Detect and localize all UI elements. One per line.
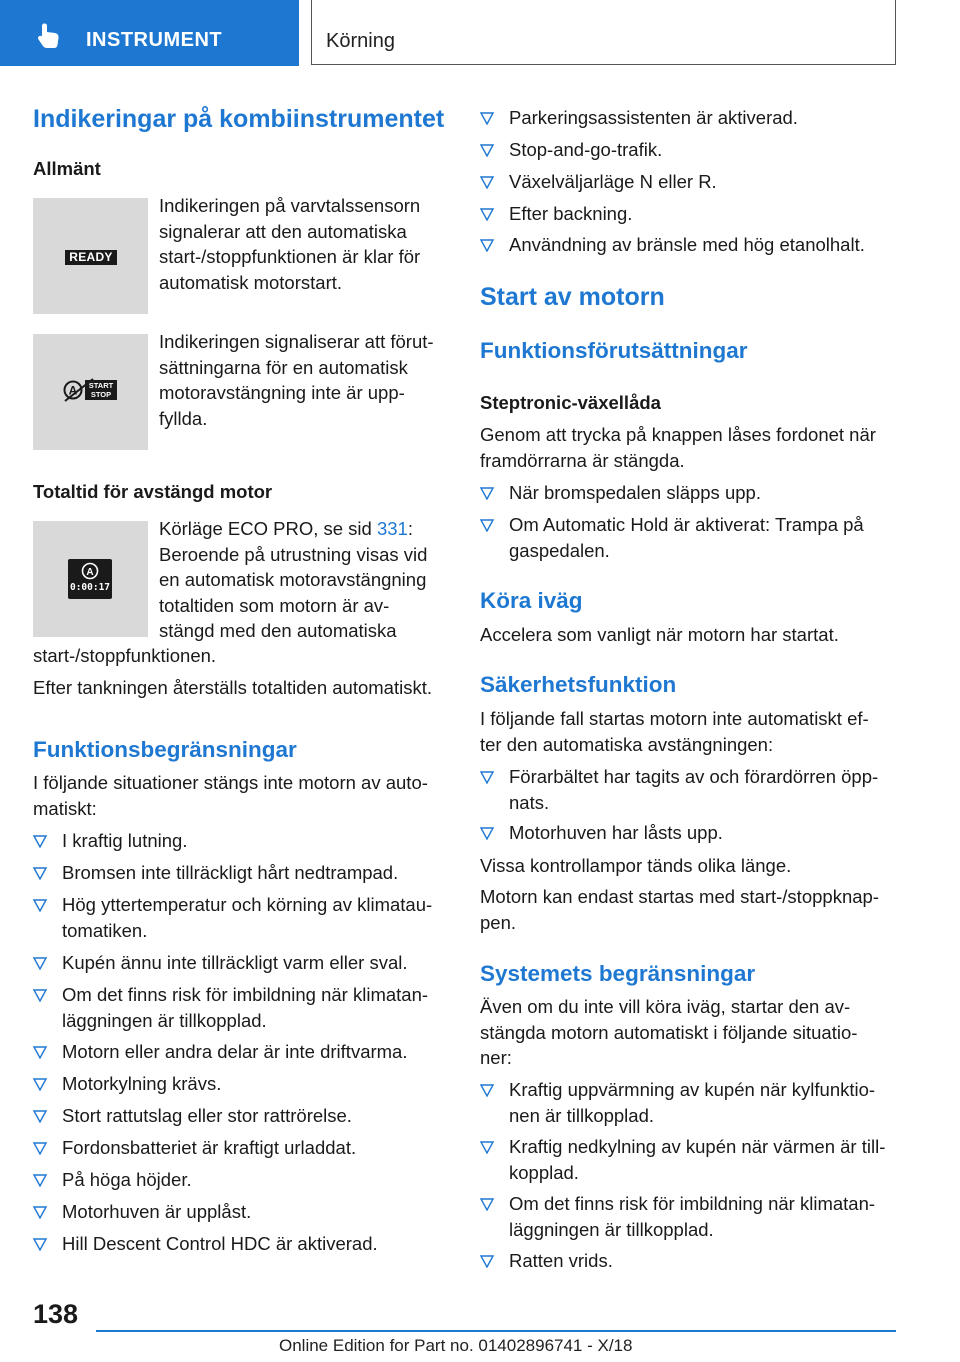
triangle-bullet-icon xyxy=(33,867,47,880)
svg-text:A: A xyxy=(86,567,94,578)
text-line xyxy=(159,516,427,542)
list-item-text: I kraftig lutning. xyxy=(62,830,188,851)
auto-start-stop-icon xyxy=(81,562,99,580)
text-line: stängda motorn automatiskt i följande situatio- xyxy=(480,1021,858,1043)
section-tab[interactable] xyxy=(0,0,299,66)
triangle-bullet-icon xyxy=(480,112,494,125)
stop-label: STOP xyxy=(90,390,112,399)
triangle-bullet-icon xyxy=(480,1198,494,1211)
text-line: Indikeringen signaliserar att förut- xyxy=(159,331,434,352)
triangle-bullet-icon xyxy=(480,487,494,500)
text-line: tomatiken. xyxy=(62,919,148,941)
text-line: Om det finns risk för imbildning när klimatan- xyxy=(509,1193,876,1214)
list-item-text: Motorkylning krävs. xyxy=(62,1073,222,1094)
heading-funktionsforutsattningar: Funktionsförutsättningar xyxy=(480,338,748,363)
triangle-bullet-icon xyxy=(480,827,494,840)
text-line: läggningen är tillkopplad. xyxy=(509,1218,714,1240)
pointing-hand-icon xyxy=(36,22,64,50)
list-item-text: Motorn eller andra delar är inte driftvarma. xyxy=(62,1041,408,1062)
text-line: gaspedalen. xyxy=(509,539,610,561)
triangle-bullet-icon xyxy=(480,144,494,157)
triangle-bullet-icon xyxy=(480,1084,494,1097)
triangle-bullet-icon xyxy=(480,1141,494,1154)
triangle-bullet-icon xyxy=(33,1142,47,1155)
page-number: 138 xyxy=(33,1299,79,1329)
triangle-bullet-icon xyxy=(33,835,47,848)
text-line: Beroende på utrustning visas vid xyxy=(159,543,428,565)
heading-steptronic: Steptronic-växellåda xyxy=(480,392,661,413)
text-line: Motorn kan endast startas med start-/stoppknap- xyxy=(480,886,879,907)
text-line: Genom att trycka på knappen låses fordonet när xyxy=(480,424,876,445)
heading-kora-ivag: Köra iväg xyxy=(480,588,583,613)
list-item-text: Efter backning. xyxy=(509,203,633,224)
triangle-bullet-icon xyxy=(480,1255,494,1268)
text-line: nats. xyxy=(509,791,550,813)
list-item-text xyxy=(62,982,428,1033)
start-stop-indicator-image xyxy=(33,334,148,450)
list-item-text: Stort rattutslag eller stor rattrörelse. xyxy=(62,1105,352,1126)
text-line: en automatisk motoravstängning xyxy=(159,569,427,590)
triangle-bullet-icon xyxy=(33,1174,47,1187)
triangle-bullet-icon xyxy=(33,1110,47,1123)
list-item-text xyxy=(509,1134,885,1185)
timer-badge xyxy=(68,559,112,599)
timer-value: 0:00:17 xyxy=(69,582,111,593)
list-item-text: Användning av bränsle med hög etanolhalt. xyxy=(509,234,865,255)
list-item-text xyxy=(509,764,878,815)
text-line: start-/stoppfunktionen. xyxy=(33,645,217,666)
text-line: Kraftig uppvärmning av kupén när kylfunktio- xyxy=(509,1079,876,1100)
triangle-bullet-icon xyxy=(480,208,494,221)
list-item-text: Kupén ännu inte tillräckligt varm eller sval. xyxy=(62,952,408,973)
start-label: START xyxy=(88,381,114,390)
ready-badge: READY xyxy=(65,250,117,265)
timer-indicator-image xyxy=(33,521,148,637)
list-item-text xyxy=(509,1077,875,1128)
chapter-title: Körning xyxy=(326,30,395,52)
text-line: Om Automatic Hold är aktiverat: Trampa på xyxy=(509,514,864,535)
edition-note: Online Edition for Part no. 01402896741 - X/18 xyxy=(279,1336,633,1355)
sakerhet-p2 xyxy=(480,884,879,935)
list-item-text: När bromspedalen släpps upp. xyxy=(509,482,761,503)
text-line: kopplad. xyxy=(509,1161,579,1183)
list-item-text xyxy=(509,512,864,563)
sakerhet-intro xyxy=(480,706,869,757)
text-line: totaltiden som motorn är av- xyxy=(159,594,390,616)
text-line: start-/stoppfunktionen är klar för xyxy=(159,246,421,267)
triangle-bullet-icon xyxy=(33,1046,47,1059)
totaltid-description xyxy=(159,516,427,644)
list-item-text: Fordonsbatteriet är kraftigt urladdat. xyxy=(62,1137,357,1158)
list-item-text: Motorhuven har låsts upp. xyxy=(509,822,723,843)
forutsattningar-intro xyxy=(480,422,876,473)
triangle-bullet-icon xyxy=(33,957,47,970)
text-line: Förarbältet har tagits av och förardörren öpp- xyxy=(509,766,879,787)
text-line: fyllda. xyxy=(159,407,208,429)
text-line: Accelera som vanligt när motorn har startat. xyxy=(480,624,839,645)
text-line: läggningen är tillkopplad. xyxy=(62,1009,267,1031)
list-item-text: Växelväljarläge N eller R. xyxy=(509,171,717,192)
triangle-bullet-icon xyxy=(33,1238,47,1251)
text-line: signalerar att den automatiska xyxy=(159,220,407,242)
list-item-text: Hill Descent Control HDC är aktiverad. xyxy=(62,1233,378,1254)
text-line: Indikeringen på varvtalssensorn xyxy=(159,195,421,216)
text-line: Om det finns risk för imbildning när klimatan- xyxy=(62,984,429,1005)
text-line: automatisk motorstart. xyxy=(159,271,343,293)
text-fragment: : xyxy=(407,518,413,539)
text-fragment: Körläge ECO PRO, se sid xyxy=(159,518,377,539)
triangle-bullet-icon xyxy=(33,899,47,912)
list-item-text xyxy=(62,892,432,943)
begransningar-intro xyxy=(33,770,428,821)
list-item-text xyxy=(509,1191,875,1242)
text-line: I följande fall startas motorn inte automatiskt ef- xyxy=(480,708,869,729)
list-item-text: Stop-and-go-trafik. xyxy=(509,139,663,160)
section-tab-label: INSTRUMENT xyxy=(86,29,223,51)
text-line: motoravstängning inte är upp- xyxy=(159,382,405,403)
triangle-bullet-icon xyxy=(480,771,494,784)
ready-indicator-image xyxy=(33,198,148,314)
text-line: sättningarna för en automatisk xyxy=(159,356,408,378)
list-item-text: Ratten vrids. xyxy=(509,1250,613,1271)
text-line: I följande situationer stängs inte motorn av auto- xyxy=(33,772,428,793)
text-line: Kraftig nedkylning av kupén när värmen är till- xyxy=(509,1136,886,1157)
triangle-bullet-icon xyxy=(480,239,494,252)
text-line: Efter tankningen återställs totaltiden automatiskt. xyxy=(33,677,432,698)
triangle-bullet-icon xyxy=(33,989,47,1002)
heading-systemets-begransningar: Systemets begränsningar xyxy=(480,961,756,986)
ready-description xyxy=(159,193,420,295)
text-line: stängd med den automatiska xyxy=(159,620,397,641)
triangle-bullet-icon xyxy=(33,1078,47,1091)
system-intro xyxy=(480,994,857,1071)
footer-divider xyxy=(96,1330,896,1332)
start-stop-crossed-icon xyxy=(63,377,119,403)
list-item-text: Parkeringsassistenten är aktiverad. xyxy=(509,107,798,128)
text-line: nen är tillkopplad. xyxy=(509,1104,655,1126)
text-line: ner: xyxy=(480,1047,512,1068)
text-line: ter den automatiska avstängningen: xyxy=(480,733,774,755)
text-line: Hög yttertemperatur och körning av klimatau- xyxy=(62,894,433,915)
heading-totaltid: Totaltid för avstängd motor xyxy=(33,481,273,502)
heading-allmant: Allmänt xyxy=(33,158,101,179)
text-line: matiskt: xyxy=(33,797,97,819)
list-item-text: Motorhuven är upplåst. xyxy=(62,1201,252,1222)
text-line: framdörrarna är stängda. xyxy=(480,449,685,471)
triangle-bullet-icon xyxy=(480,519,494,532)
start-stop-description xyxy=(159,329,434,431)
text-line: Även om du inte vill köra iväg, startar den av- xyxy=(480,996,851,1017)
svg-text:A: A xyxy=(68,383,78,398)
triangle-bullet-icon xyxy=(33,1206,47,1219)
list-item-text: Bromsen inte tillräckligt hårt nedtrampad. xyxy=(62,862,399,883)
heading-funktionsbegransningar: Funktionsbegränsningar xyxy=(33,737,297,762)
page-title: Indikeringar på kombiinstrumentet xyxy=(33,105,445,133)
text-line: pen. xyxy=(480,911,517,933)
triangle-bullet-icon xyxy=(480,176,494,189)
chapter-header xyxy=(311,0,896,65)
text-line: Vissa kontrollampor tänds olika länge. xyxy=(480,855,792,876)
heading-start-av-motorn: Start av motorn xyxy=(480,283,665,311)
page-link[interactable]: 331 xyxy=(376,518,408,539)
list-item-text: På höga höjder. xyxy=(62,1169,192,1190)
heading-sakerhetsfunktion: Säkerhetsfunktion xyxy=(480,672,677,697)
